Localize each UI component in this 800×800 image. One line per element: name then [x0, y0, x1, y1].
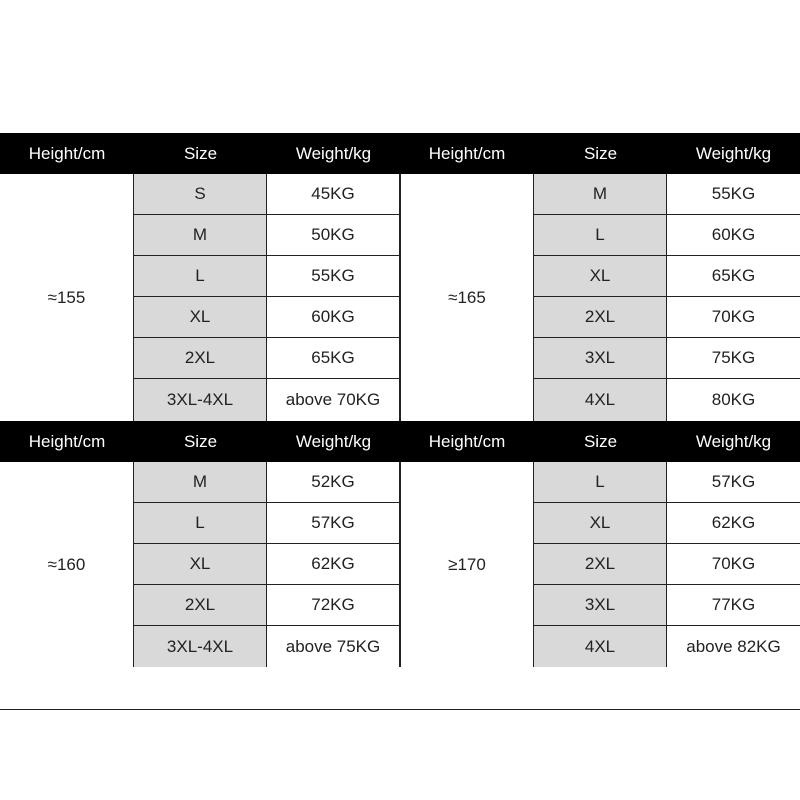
weight-cell: 80KG	[667, 379, 800, 421]
header-size: Size	[134, 133, 267, 174]
weight-cell: 55KG	[267, 256, 400, 297]
header-height: Height/cm	[0, 421, 134, 462]
weight-cell: 60KG	[667, 215, 800, 256]
header-weight: Weight/kg	[267, 421, 400, 462]
weight-cell: 57KG	[267, 503, 400, 544]
size-cell: 2XL	[534, 297, 667, 338]
size-cell: 2XL	[134, 338, 267, 379]
size-cell: L	[534, 462, 667, 503]
size-cell: 3XL-4XL	[134, 379, 267, 421]
size-cell: 3XL	[534, 585, 667, 626]
header-height: Height/cm	[0, 133, 134, 174]
weight-cell: 52KG	[267, 462, 400, 503]
weight-cell: 72KG	[267, 585, 400, 626]
header-weight: Weight/kg	[667, 421, 800, 462]
size-cell: XL	[134, 297, 267, 338]
size-cell: 4XL	[534, 626, 667, 667]
weight-cell: 70KG	[667, 544, 800, 585]
weight-cell: 65KG	[267, 338, 400, 379]
weight-cell: 62KG	[267, 544, 400, 585]
weight-cell: above 82KG	[667, 626, 800, 667]
header-size: Size	[534, 133, 667, 174]
weight-cell: 57KG	[667, 462, 800, 503]
size-cell: L	[134, 256, 267, 297]
weight-cell: 70KG	[667, 297, 800, 338]
height-cell: ≈165	[400, 174, 534, 421]
weight-cell: 50KG	[267, 215, 400, 256]
size-cell: 2XL	[534, 544, 667, 585]
size-cell: 3XL-4XL	[134, 626, 267, 667]
weight-cell: 45KG	[267, 174, 400, 215]
weight-cell: above 70KG	[267, 379, 400, 421]
size-cell: 3XL	[534, 338, 667, 379]
size-cell: L	[534, 215, 667, 256]
weight-cell: 77KG	[667, 585, 800, 626]
size-cell: XL	[134, 544, 267, 585]
size-cell: S	[134, 174, 267, 215]
weight-cell: above 75KG	[267, 626, 400, 667]
header-size: Size	[534, 421, 667, 462]
header-size: Size	[134, 421, 267, 462]
size-cell: 4XL	[534, 379, 667, 421]
weight-cell: 65KG	[667, 256, 800, 297]
size-cell: M	[134, 215, 267, 256]
size-cell: XL	[534, 503, 667, 544]
header-height: Height/cm	[400, 133, 534, 174]
weight-cell: 75KG	[667, 338, 800, 379]
weight-cell: 62KG	[667, 503, 800, 544]
height-cell: ≈160	[0, 462, 134, 667]
size-cell: L	[134, 503, 267, 544]
size-cell: M	[534, 174, 667, 215]
height-cell: ≈155	[0, 174, 134, 421]
header-height: Height/cm	[400, 421, 534, 462]
height-cell: ≥170	[400, 462, 534, 667]
size-chart	[0, 133, 800, 710]
header-weight: Weight/kg	[667, 133, 800, 174]
size-cell: M	[134, 462, 267, 503]
weight-cell: 60KG	[267, 297, 400, 338]
size-cell: 2XL	[134, 585, 267, 626]
weight-cell: 55KG	[667, 174, 800, 215]
size-cell: XL	[534, 256, 667, 297]
header-weight: Weight/kg	[267, 133, 400, 174]
